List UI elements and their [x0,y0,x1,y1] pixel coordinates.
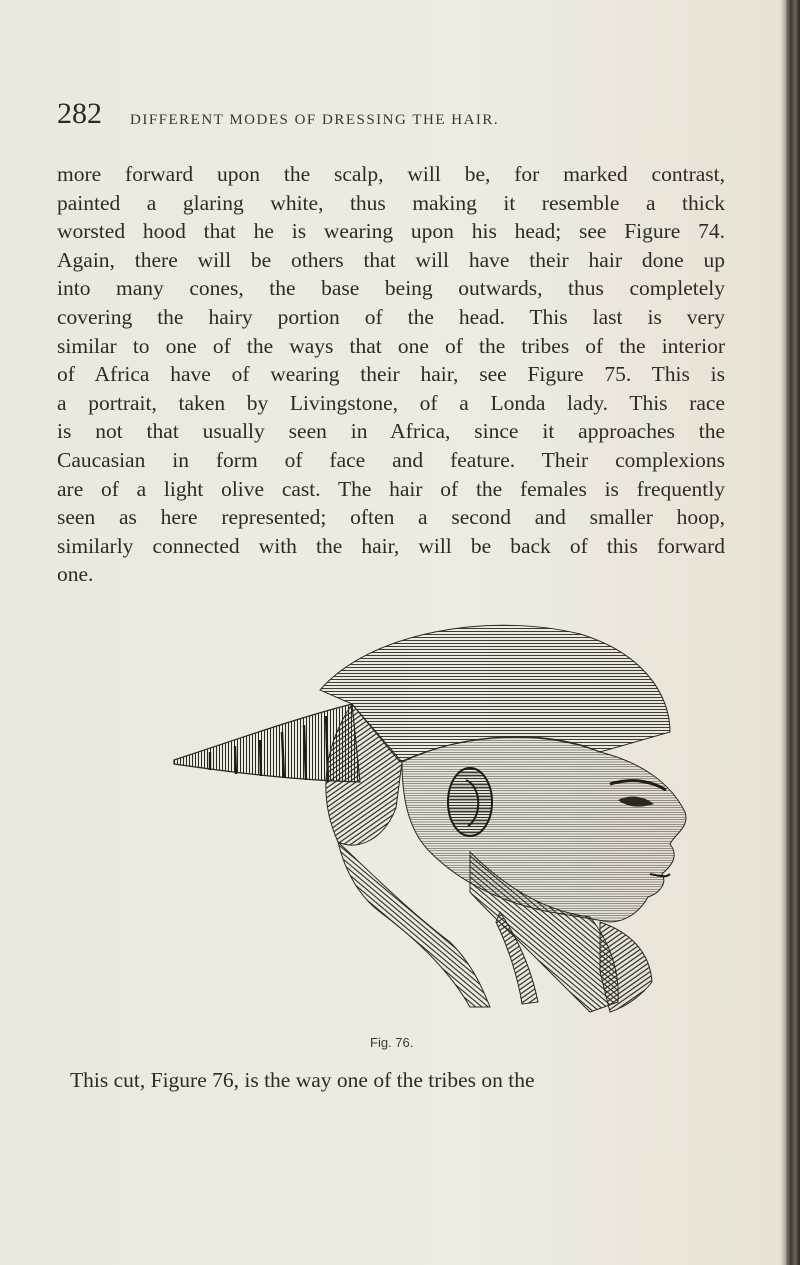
text-line: painted a glaring white, thus making it resemble a thick [57,190,725,215]
text-line: covering the hairy portion of the head. This last is very [57,304,725,329]
figure-76-engraving [170,612,710,1032]
text-line: one. [57,562,94,587]
text-line: more forward upon the scalp, will be, for marked contrast, [57,162,725,186]
text-line: Caucasian in form of face and feature. Their complexions [57,447,725,472]
beard-chin [600,922,652,1012]
closing-text [70,1066,722,1095]
text-line: is not that usually seen in Africa, since it approaches the [57,419,725,444]
body-text [57,160,725,589]
text-line: similar to one of the ways that one of the tribes of the interior [57,333,725,358]
text-line: are of a light olive cast. The hair of the females is frequently [57,476,725,501]
text-line: Again, there will be others that will have their hair done up [57,247,725,272]
face [402,737,686,922]
engraving-head-with-cone-hair-icon [170,612,710,1032]
text-line: similarly connected with the hair, will be back of this forward [57,533,725,558]
text-line: seen as here represented; often a second and smaller hoop, [57,505,725,530]
figure-caption: Fig. 76. [370,1035,414,1050]
text-line: This cut, Figure 76, is the way one of the tribes on the [70,1068,535,1092]
running-head: DIFFERENT MODES OF DRESSING THE HAIR. [130,112,500,128]
page-number: 282 [57,97,102,130]
text-line: worsted hood that he is wearing upon his head; see Figure 74. [57,219,725,244]
text-line: into many cones, the base being outwards, thus completely [57,276,725,301]
book-spine [786,0,800,1265]
text-line: a portrait, taken by Livingstone, of a Londa lady. This race [57,390,725,415]
text-line: of Africa have of wearing their hair, see Figure 75. This is [57,362,725,387]
